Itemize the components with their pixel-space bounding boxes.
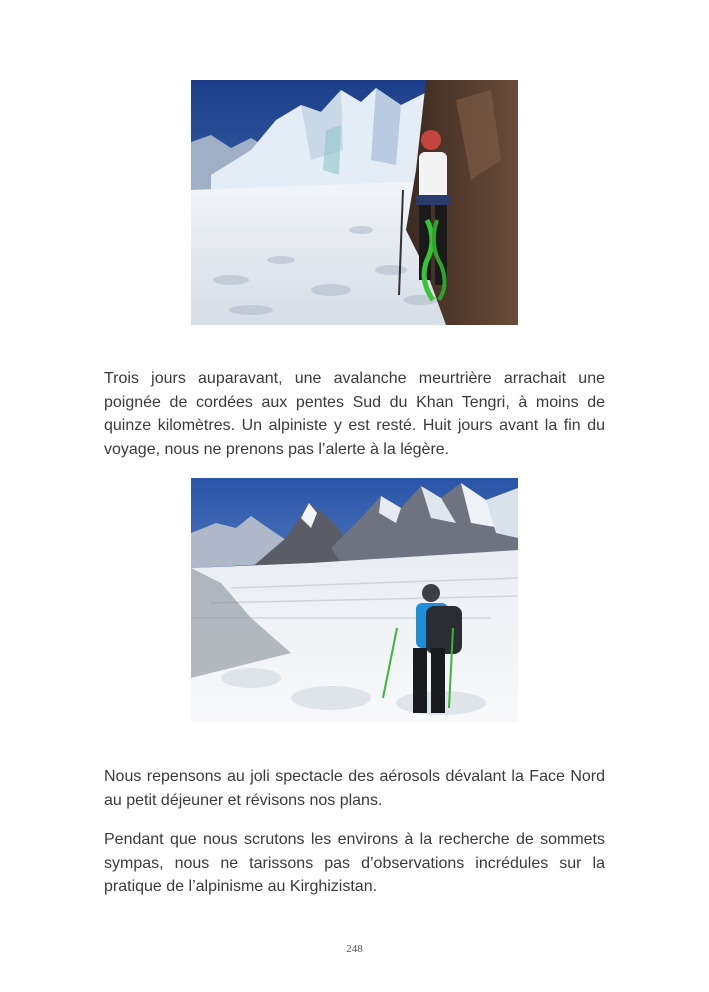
page-number: 248 bbox=[346, 943, 363, 955]
paragraph-avalanche: Trois jours auparavant, une avalanche meurtrière arrachait une poignée de cordées aux pentes Sud du Khan Tengri, à moins de quinze kilomètres. Un alpiniste y est resté. Huit jours avant la fin du voyage, nous ne prenons pas l’alerte à la légère. bbox=[104, 370, 605, 458]
photo-climber-glacier bbox=[191, 478, 518, 723]
photo-climber-seracs bbox=[191, 80, 518, 325]
paragraph-aerosols: Nous repensons au joli spectacle des aérosols dévalant la Face Nord au petit déjeuner et révisons nos plans. bbox=[104, 768, 605, 809]
paragraph-kirghizistan: Pendant que nous scrutons les environs à la recherche de sommets sympas, nous ne tarissons pas d’observations incrédules sur la pratique de l’alpinisme au Kirghizistan. bbox=[104, 831, 605, 895]
